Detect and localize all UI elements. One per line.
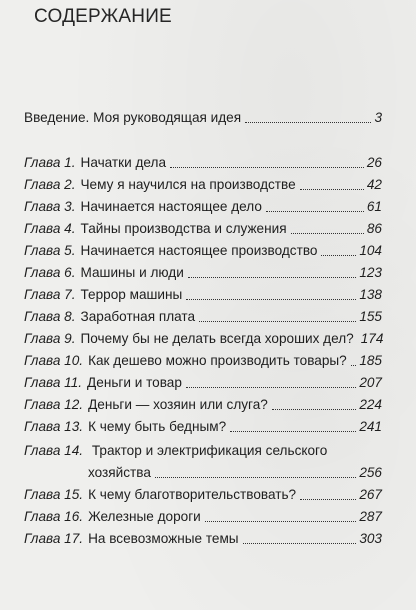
chapter-label: Глава 6. — [24, 265, 76, 280]
leader-dots — [266, 210, 364, 212]
chapter-title: Чему я научился на производстве — [80, 177, 296, 192]
toc-entry-chapter-4 — [24, 221, 382, 237]
chapter-title: К чему благотворительствовать? — [88, 487, 297, 502]
toc-entry-chapter-3 — [24, 199, 382, 215]
chapter-label: Глава 5. — [24, 243, 76, 258]
chapter-page: 224 — [359, 397, 382, 412]
chapter-page: 123 — [359, 265, 382, 280]
chapter-title: Трактор и электрификация сельского — [91, 443, 328, 458]
chapter-label: Глава 11. — [24, 375, 83, 390]
toc-entry-chapter-13 — [24, 419, 382, 435]
chapter-page: 42 — [366, 177, 382, 192]
leader-dots — [188, 276, 356, 278]
chapter-title: Железные дороги — [88, 509, 201, 524]
toc-entry-chapter-8 — [24, 309, 382, 325]
chapter-label: Глава 12. — [24, 397, 84, 412]
toc-entry-chapter-2 — [24, 177, 382, 193]
leader-dots — [170, 166, 364, 168]
chapter-page: 267 — [359, 487, 382, 502]
chapter-label: Глава 16. — [24, 509, 84, 524]
chapter-page: 26 — [366, 155, 382, 170]
chapter-label: Глава 14. — [24, 443, 84, 458]
chapter-label: Глава 3. — [24, 199, 76, 214]
toc-entry-chapter-10 — [24, 353, 382, 369]
chapter-label: Глава 7. — [24, 287, 76, 302]
chapter-label: Глава 1. — [24, 155, 76, 170]
leader-dots — [291, 232, 364, 234]
chapter-page: 185 — [359, 353, 382, 368]
toc-entry-page: 3 — [374, 110, 382, 125]
toc-entry-title: Введение. Моя руководящая идея — [24, 110, 242, 125]
chapter-title: Тайны производства и служения — [80, 221, 287, 236]
chapter-page: 303 — [359, 531, 382, 546]
chapter-label: Глава 4. — [24, 221, 76, 236]
chapter-title: Начинается настоящее производство — [80, 243, 318, 258]
chapter-title-continuation: хозяйства — [88, 465, 151, 480]
leader-dots — [300, 498, 356, 500]
leader-dots — [186, 298, 356, 300]
toc-entry-chapter-7 — [24, 287, 382, 303]
chapter-title: Почему бы не делать всегда хороших дел? — [80, 331, 354, 346]
leader-dots — [199, 320, 356, 322]
chapter-title: Заработная плата — [80, 309, 196, 324]
chapter-title: Террор машины — [80, 287, 183, 302]
chapter-label: Глава 15. — [24, 487, 84, 502]
chapter-label: Глава 9. — [24, 331, 76, 346]
chapter-title: Деньги — хозяин или слуга? — [88, 397, 268, 412]
chapter-page: 287 — [359, 509, 382, 524]
leader-dots — [230, 430, 356, 432]
toc-entry-chapter-9 — [24, 331, 382, 347]
chapter-page: 104 — [359, 243, 382, 258]
leader-dots — [351, 364, 357, 366]
chapter-page: 86 — [366, 221, 382, 236]
chapter-page: 174 — [360, 331, 384, 346]
chapter-page: 61 — [366, 199, 382, 214]
chapter-label: Глава 8. — [24, 309, 76, 324]
toc-entry-chapter-15 — [24, 487, 382, 503]
leader-dots — [245, 121, 371, 123]
toc-entry-chapter-14-continuation — [24, 465, 382, 481]
toc-entry-chapter-12 — [24, 397, 382, 413]
chapter-label: Глава 2. — [24, 177, 76, 192]
chapter-title: К чему быть бедным? — [88, 419, 227, 434]
chapter-page: 138 — [359, 287, 382, 302]
toc-entry-chapter-16 — [24, 509, 382, 525]
leader-dots — [186, 386, 356, 388]
leader-dots — [300, 188, 364, 190]
chapter-label: Глава 10. — [24, 353, 84, 368]
page-title: СОДЕРЖАНИЕ — [34, 6, 172, 27]
toc-entry-chapter-1 — [24, 155, 382, 171]
chapter-title: На всевозможные темы — [88, 531, 239, 546]
toc-entry-chapter-11 — [24, 375, 382, 391]
chapter-page: 155 — [359, 309, 382, 324]
chapter-title: Деньги и товар — [87, 375, 182, 390]
chapter-label: Глава 17. — [24, 531, 84, 546]
chapter-title: Начатки дела — [80, 155, 166, 170]
leader-dots — [272, 408, 356, 410]
chapter-page: 207 — [359, 375, 382, 390]
leader-dots — [321, 254, 356, 256]
toc-entry-chapter-17 — [24, 531, 382, 547]
chapter-page: 241 — [359, 419, 382, 434]
chapter-title: Машины и люди — [80, 265, 184, 280]
chapter-label: Глава 13. — [24, 419, 84, 434]
toc-entry-chapter-5 — [24, 243, 382, 259]
toc-entry-introduction — [24, 110, 382, 126]
leader-dots — [205, 520, 357, 522]
leader-dots — [243, 542, 357, 544]
toc-entry-chapter-14 — [24, 443, 382, 459]
chapter-title: Начинается настоящее дело — [80, 199, 262, 214]
toc-entry-chapter-6 — [24, 265, 382, 281]
chapter-page: 256 — [359, 465, 382, 480]
chapter-title: Как дешево можно производить товары? — [88, 353, 347, 368]
leader-dots — [155, 477, 356, 478]
